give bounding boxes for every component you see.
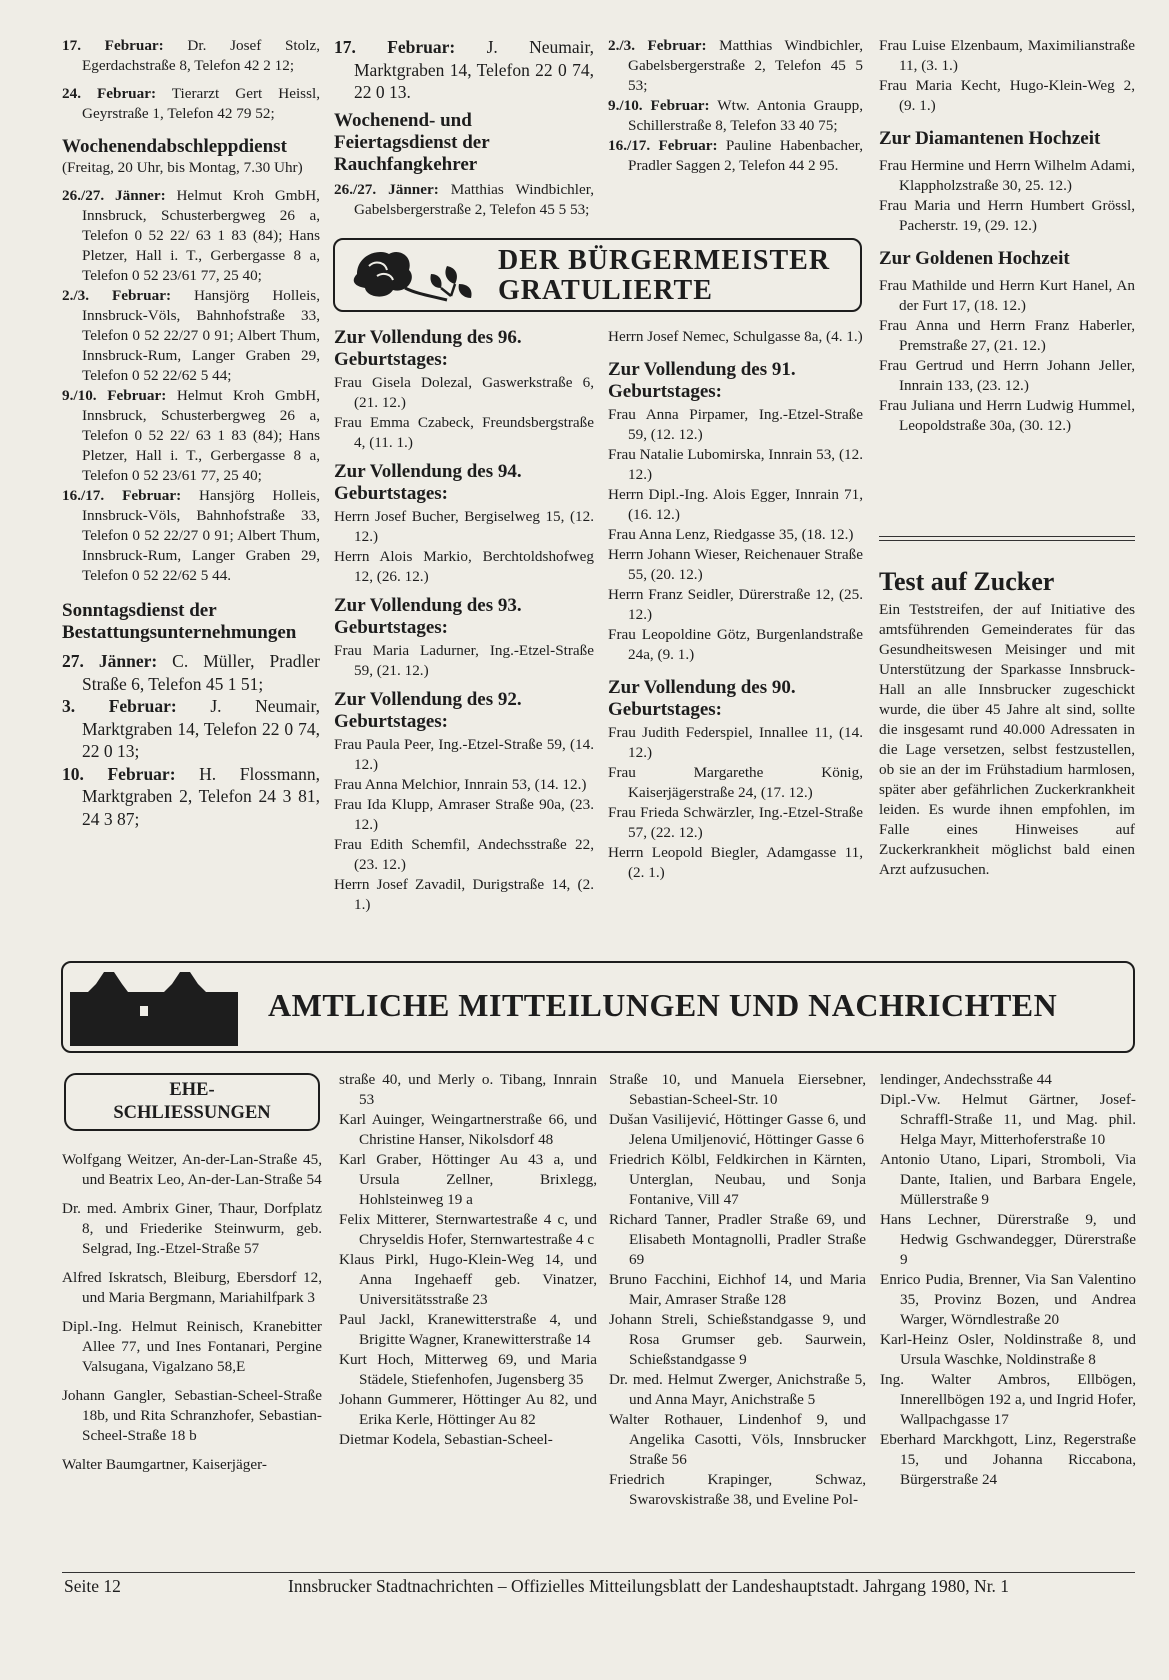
list-item: Ing. Walter Ambros, Ellbögen, Innerellbögen 192 a, und Ingrid Hofer, Wallpachgasse 17: [880, 1371, 1136, 1428]
list-96: [334, 373, 594, 453]
list-item: Herrn Josef Zavadil, Durigstraße 14, (2. 1.): [334, 876, 594, 913]
list-item: Dipl.-Vw. Helmut Gärtner, Josef-Schraffl-Straße 11, und Mag. phil. Helga Mayr, Mitterhoferstraße 10: [880, 1091, 1136, 1148]
divider-rule: [879, 536, 1135, 537]
list-item: Friedrich Krapinger, Schwaz, Swarovskistraße 38, und Eveline Pol-: [609, 1471, 866, 1508]
heading-diamantene-hochzeit: Zur Diamantenen Hochzeit: [879, 128, 1101, 149]
entry-chimney-2: 2./3. Februar: Matthias Windbichler, Gabelsbergerstraße 2, Telefon 45 5 53;: [608, 37, 863, 94]
heading-90: Zur Vollendung des 90. Geburtstages:: [608, 677, 796, 720]
list-item: Johann Gummerer, Höttinger Au 82, und Erika Kerle, Höttinger Au 82: [339, 1391, 597, 1428]
list-item: Johann Gangler, Sebastian-Scheel-Straße 18b, und Rita Schranzhofer, Sebastian-Scheel-Straße 18 b: [62, 1387, 322, 1444]
divider-rule: [879, 540, 1135, 541]
entry-anniv-2: Frau Maria Kecht, Hugo-Klein-Weg 2, (9. 1.): [879, 77, 1135, 114]
banner-title: DER BÜRGERMEISTER GRATULIERTE: [498, 245, 831, 306]
banner-buergermeister: [333, 238, 862, 312]
publication-title: Innsbrucker Stadtnachrichten – Offizielles Mitteilungsblatt der Landeshauptstadt. Jahrgang 1980, Nr. 1: [288, 1576, 1010, 1596]
marriages-col-1: [62, 1150, 322, 1484]
list-item: Frau Maria Ladurner, Ing.-Etzel-Straße 59, (21. 12.): [334, 642, 594, 679]
entry-chimney-3: 9./10. Februar: Wtw. Antonia Graupp, Schillerstraße 8, Telefon 33 40 75;: [608, 97, 863, 134]
heading-wochenendabschleppdienst: Wochenendabschleppdienst: [62, 136, 287, 157]
entry-diamant-1: Frau Hermine und Herrn Wilhelm Adami, Klappholzstraße 30, 25. 12.): [879, 157, 1135, 194]
list-91: [608, 405, 863, 665]
town-buildings-icon: [70, 966, 238, 1046]
list-item: Frau Leopoldine Götz, Burgenlandstraße 24a, (9. 1.): [608, 626, 863, 663]
list-90: [608, 723, 863, 883]
list-item: lendinger, Andechsstraße 44: [880, 1071, 1052, 1088]
list-item: Dr. med. Ambrix Giner, Thaur, Dorfplatz 8, und Friederike Steinwurm, geb. Selgrad, Ing.-Etzel-Straße 57: [62, 1200, 322, 1257]
list-item: Karl Auinger, Weingartnerstraße 66, und Christine Hanser, Nikolsdorf 48: [339, 1111, 597, 1148]
entry-24-feb: 24. Februar: Tierarzt Gert Heissl, Geyrstraße 1, Telefon 42 79 52;: [62, 85, 321, 122]
list-item: Frau Anna Pirpamer, Ing.-Etzel-Straße 59, (12. 12.): [608, 406, 863, 443]
entry-chimney-4: 16./17. Februar: Pauline Habenbacher, Pradler Saggen 2, Telefon 44 2 95.: [608, 137, 863, 174]
list-item: Felix Mitterer, Sternwartestraße 4 c, und Chryseldis Hofer, Sternwartestraße 4 c: [339, 1211, 597, 1248]
banner-title: AMTLICHE MITTEILUNGEN UND NACHRICHTEN: [268, 987, 1058, 1023]
entry-tow-2: 2./3. Februar: Hansjörg Holleis, Innsbruck-Völs, Bahnhofstraße 33, Telefon 0 52 22/27 0 91; Albert Thum, Innsbruck-Rum, Langer Graben 29, Telefon 0 52 22/62 5 44;: [62, 287, 321, 384]
list-item: Karl Graber, Höttinger Au 43 a, und Ursula Zellner, Brixlegg, Hohlsteinweg 19 a: [339, 1151, 597, 1208]
subheading-times: (Freitag, 20 Uhr, bis Montag, 7.30 Uhr): [62, 159, 303, 176]
list-item: Wolfgang Weitzer, An-der-Lan-Straße 45, und Beatrix Leo, An-der-Lan-Straße 54: [62, 1151, 322, 1188]
list-item: Eberhard Marckhgott, Linz, Regerstraße 15, und Johanna Riccabona, Bürgerstraße 24: [880, 1431, 1136, 1488]
column-1: [62, 36, 320, 830]
list-item: Friedrich Kölbl, Feldkirchen in Kärnten, Unterglan, Neubau, und Sonja Fontanive, Vill 47: [609, 1151, 866, 1208]
entry-funeral-3: 10. Februar: H. Flossmann, Marktgraben 2, Telefon 24 3 81, 24 3 87;: [62, 763, 320, 829]
heading-91: Zur Vollendung des 91. Geburtstages:: [608, 359, 796, 402]
marriages-col-2: [339, 1070, 597, 1450]
list-item: Alfred Iskratsch, Bleiburg, Ebersdorf 12, und Maria Bergmann, Mariahilfpark 3: [62, 1269, 322, 1306]
entry-gold-2: Frau Anna und Herrn Franz Haberler, Premstraße 27, (21. 12.): [879, 317, 1135, 354]
marriages-col-4: [880, 1070, 1136, 1490]
list-item: Frau Edith Schemfil, Andechsstraße 22, (23. 12.): [334, 836, 594, 873]
article-zucker: [879, 567, 1135, 880]
list-item: Herrn Alois Markio, Berchtoldshofweg 12, (26. 12.): [334, 548, 594, 585]
column-3: [608, 36, 863, 176]
list-item: Herrn Josef Nemec, Schulgasse 8a, (4. 1.): [608, 328, 863, 345]
list-item: Herrn Josef Bucher, Bergiselweg 15, (12. 12.): [334, 508, 594, 545]
entry-tow-4: 16./17. Februar: Hansjörg Holleis, Innsbruck-Völs, Bahnhofstraße 33, Telefon 0 52 22/27 0 91; Albert Thum, Innsbruck-Rum, Langer Graben 29, Telefon 0 52 22/62 5 44.: [62, 487, 321, 584]
list-item: Kurt Hoch, Mitterweg 69, und Maria Städele, Stiefenhofen, Jugensberg 35: [339, 1351, 597, 1388]
list-item: Dr. med. Helmut Zwerger, Anichstraße 5, und Anna Mayr, Anichstraße 5: [609, 1371, 866, 1408]
list-item: Herrn Leopold Biegler, Adamgasse 11, (2. 1.): [608, 844, 863, 881]
list-item: Frau Anna Melchior, Innrain 53, (14. 12.): [334, 776, 587, 793]
list-item: Richard Tanner, Pradler Straße 69, und Elisabeth Montagnolli, Pradler Straße 69: [609, 1211, 866, 1268]
list-item: Antonio Utano, Lipari, Stromboli, Via Dante, Italien, und Barbara Engele, Müllerstraße 9: [880, 1151, 1136, 1208]
list-item: Herrn Dipl.-Ing. Alois Egger, Innrain 71, (16. 12.): [608, 486, 863, 523]
list-item: Enrico Pudia, Brenner, Via San Valentino 35, Provinz Bozen, und Andrea Warger, Wörndlestraße 20: [880, 1271, 1136, 1328]
marriages-col-3: [609, 1070, 866, 1510]
list-item: Frau Paula Peer, Ing.-Etzel-Straße 59, (14. 12.): [334, 736, 594, 773]
list-item: Herrn Franz Seidler, Dürerstraße 12, (25. 12.): [608, 586, 863, 623]
list-item: Johann Streli, Schießstandgasse 9, und Rosa Grumser geb. Saurwein, Schießstandgasse 9: [609, 1311, 866, 1368]
gratulation-right: [608, 327, 863, 883]
list-item: Frau Ida Klupp, Amraser Straße 90a, (23. 12.): [334, 796, 594, 833]
heading-test-auf-zucker: Test auf Zucker: [879, 567, 1055, 596]
list-item: Dipl.-Ing. Helmut Reinisch, Kranebitter Allee 77, und Ines Fontanari, Pergine Valsugana, Vigalzano 58,E: [62, 1318, 322, 1375]
list-item: Frau Natalie Lubomirska, Innrain 53, (12. 12.): [608, 446, 863, 483]
list-item: Frau Emma Czabeck, Freundsbergstraße 4, (11. 1.): [334, 414, 594, 451]
entry-diamant-2: Frau Maria und Herrn Humbert Grössl, Pacherstr. 19, (29. 12.): [879, 197, 1135, 234]
list-item: Walter Baumgartner, Kaiserjäger-: [62, 1456, 267, 1473]
list-item: Hans Lechner, Dürerstraße 9, und Hedwig Gschwandegger, Dürerstraße 9: [880, 1211, 1136, 1268]
list-item: straße 40, und Merly o. Tibang, Innrain 53: [339, 1071, 597, 1108]
entry-funeral-2: 3. Februar: J. Neumair, Marktgraben 14, Telefon 22 0 74, 22 0 13;: [62, 696, 320, 761]
entry-funeral-17-feb: 17. Februar: J. Neumair, Marktgraben 14, Telefon 22 0 74, 22 0 13.: [334, 37, 594, 102]
list-item: Karl-Heinz Osler, Noldinstraße 8, und Ursula Waschke, Noldinstraße 8: [880, 1331, 1136, 1368]
list-item: Paul Jackl, Kranewitterstraße 4, und Brigitte Wagner, Kranewitterstraße 14: [339, 1311, 597, 1348]
list-item: Dietmar Kodela, Sebastian-Scheel-: [339, 1431, 553, 1448]
heading-rauchfangkehrer: Wochenend- und Feiertagsdienst der Rauchfangkehrer: [334, 109, 490, 175]
footer-rule: [62, 1572, 1135, 1573]
entry-17-feb: 17. Februar: Dr. Josef Stolz, Egerdachstraße 8, Telefon 42 2 12;: [62, 37, 320, 74]
list-item: Frau Judith Federspiel, Innallee 11, (14. 12.): [608, 724, 863, 761]
gratulation-left: [334, 327, 594, 915]
heading-eheschliessungen: EHE- SCHLIESSUNGEN: [64, 1073, 320, 1131]
entry-gold-3: Frau Gertrud und Herrn Johann Jeller, Innrain 133, (23. 12.): [879, 357, 1135, 394]
list-item: Bruno Facchini, Eichhof 14, und Maria Mair, Amraser Straße 128: [609, 1271, 866, 1308]
list-93: [334, 641, 594, 681]
heading-92: Zur Vollendung des 92. Geburtstages:: [334, 689, 522, 732]
list-94: [334, 507, 594, 587]
rose-icon: [347, 244, 487, 306]
entry-chimney-1: 26./27. Jänner: Matthias Windbichler, Gabelsbergerstraße 2, Telefon 45 5 53;: [334, 180, 594, 218]
page-number: Seite 12: [64, 1576, 121, 1596]
list-item: Klaus Pirkl, Hugo-Klein-Weg 14, und Anna Ingehaeff geb. Vinatzer, Universitätsstraße 23: [339, 1251, 597, 1308]
entry-tow-3: 9./10. Februar: Helmut Kroh GmbH, Innsbruck, Schusterbergweg 26 a, Telefon 0 52 22/ 63 1 83 (84); Hans Pletzer, Hall i. T., Gerbergasse 8 a, Telefon 0 52 23/61 77, 25 40;: [62, 387, 320, 484]
heading-96: Zur Vollendung des 96. Geburtstages:: [334, 327, 522, 370]
column-2: [334, 36, 594, 228]
list-item: Frau Gisela Dolezal, Gaswerkstraße 6, (21. 12.): [334, 374, 594, 411]
list-item: Dušan Vasilijević, Höttinger Gasse 6, und Jelena Umiljenović, Höttinger Gasse 6: [609, 1111, 866, 1148]
entry-gold-4: Frau Juliana und Herrn Ludwig Hummel, Leopoldstraße 30a, (30. 12.): [879, 397, 1135, 434]
zucker-body: Ein Teststreifen, der auf Initiative des amtsführenden Gemeinderates für das Gesundheitswesen Meisinger und mit Unterstützung der Sparkasse Innsbruck-Hall an alle Innsbrucker zugeschickt wurde, die über 45 Jahre alt sind, sollte die insgesamt rund 40.000 Adressaten in die Lage versetzen, selbst festzustellen, ob sie an der im Frühstadium harmlosen, später aber gefährlichen Zuckerkrankheit leiden. Es wurde ihnen empfohlen, im Falle eines Hinweises auf Zuckerkrankheit möglichst bald einen Arzt aufzusuchen.: [879, 601, 1135, 878]
column-4: [879, 36, 1135, 436]
entry-tow-1: 26./27. Jänner: Helmut Kroh GmbH, Innsbruck, Schusterbergweg 26 a, Telefon 0 52 22/ 63 1 83 (84); Hans Pletzer, Hall i. T., Gerbergasse 8 a, Telefon 0 52 23/61 77, 25 40;: [62, 187, 320, 284]
heading-goldene-hochzeit: Zur Goldenen Hochzeit: [879, 248, 1070, 269]
entry-anniv-1: Frau Luise Elzenbaum, Maximilianstraße 11, (3. 1.): [879, 37, 1135, 74]
banner-amtliche-mitteilungen: [61, 961, 1135, 1053]
list-92: [334, 735, 594, 915]
heading-94: Zur Vollendung des 94. Geburtstages:: [334, 461, 522, 504]
entry-funeral-1: 27. Jänner: C. Müller, Pradler Straße 6, Telefon 45 1 51;: [62, 651, 321, 694]
list-item: Straße 10, und Manuela Eiersebner, Sebastian-Scheel-Str. 10: [609, 1071, 866, 1108]
heading-sonntagsdienst: Sonntagsdienst der Bestattungsunternehmungen: [62, 600, 297, 643]
heading-93: Zur Vollendung des 93. Geburtstages:: [334, 595, 522, 638]
list-item: Frau Anna Lenz, Riedgasse 35, (18. 12.): [608, 526, 854, 543]
list-item: Frau Margarethe König, Kaiserjägerstraße 24, (17. 12.): [608, 764, 863, 801]
list-item: Frau Frieda Schwärzler, Ing.-Etzel-Straße 57, (22. 12.): [608, 804, 863, 841]
list-item: Herrn Johann Wieser, Reichenauer Straße 55, (20. 12.): [608, 546, 863, 583]
entry-gold-1: Frau Mathilde und Herrn Kurt Hanel, An der Furt 17, (18. 12.): [879, 277, 1135, 314]
list-item: Walter Rothauer, Lindenhof 9, und Angelika Casotti, Völs, Innsbrucker Straße 56: [609, 1411, 866, 1468]
